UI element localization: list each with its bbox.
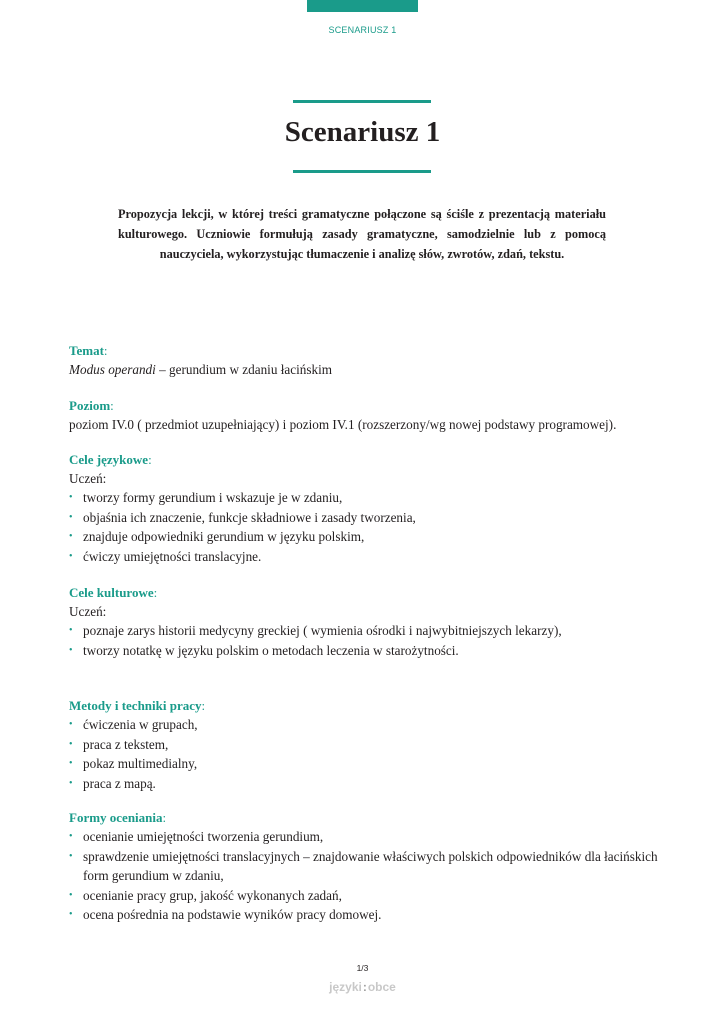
metody-list bbox=[69, 715, 669, 793]
list-item bbox=[69, 886, 669, 906]
poziom-heading: Poziom: bbox=[69, 398, 114, 413]
list-item bbox=[69, 508, 669, 528]
list-item bbox=[69, 847, 669, 886]
formy-list bbox=[69, 827, 669, 925]
list-item bbox=[69, 774, 669, 794]
metody-heading: Metody i techniki pracy: bbox=[69, 698, 206, 713]
bullet-icon: • bbox=[69, 889, 73, 901]
list-item-text: pokaz multimedialny, bbox=[83, 756, 198, 771]
cele-kulturowe-heading-text: Cele kulturowe bbox=[69, 585, 154, 600]
temat-heading: Temat: bbox=[69, 343, 108, 358]
logo-right: obce bbox=[367, 980, 396, 994]
logo-left: języki bbox=[329, 980, 362, 994]
running-header: SCENARIUSZ 1 bbox=[328, 25, 397, 35]
list-item-text: poznaje zarys historii medycyny greckiej ( wymienia ośrodki i najwybitniejszych lekarzy), bbox=[83, 623, 562, 638]
list-item bbox=[69, 488, 669, 508]
page-title: Scenariusz 1 bbox=[284, 116, 441, 148]
cele-jezykowe-heading-text: Cele językowe bbox=[69, 452, 149, 467]
cele-kulturowe-heading: Cele kulturowe: bbox=[69, 585, 158, 600]
cele-jezykowe-lead: Uczeń: bbox=[69, 471, 107, 486]
list-item bbox=[69, 715, 669, 735]
bullet-icon: • bbox=[69, 511, 73, 523]
temat-italic: Modus operandi bbox=[69, 362, 156, 377]
cele-kulturowe-list bbox=[69, 621, 669, 660]
section-metody bbox=[69, 697, 669, 793]
list-item-text: ocenianie pracy grup, jakość wykonanych zadań, bbox=[83, 887, 342, 903]
list-item bbox=[69, 754, 669, 774]
bullet-icon: • bbox=[69, 850, 73, 862]
section-temat bbox=[69, 342, 669, 379]
cele-jezykowe-list bbox=[69, 488, 669, 566]
publisher-logo bbox=[0, 980, 725, 994]
bullet-icon: • bbox=[69, 719, 73, 730]
list-item bbox=[69, 547, 669, 567]
section-cele-jezykowe bbox=[69, 451, 669, 566]
logo-separator: : bbox=[362, 980, 367, 994]
list-item bbox=[69, 641, 669, 661]
list-item-text: znajduje odpowiedniki gerundium w języku polskim, bbox=[83, 529, 365, 544]
bullet-icon: • bbox=[69, 831, 73, 842]
cele-kulturowe-lead: Uczeń: bbox=[69, 604, 107, 619]
list-item-text: sprawdzenie umiejętności translacyjnych – znajdowanie właściwych polskich odpowiedników dla łacińskich bbox=[83, 848, 658, 864]
bullet-icon: • bbox=[69, 644, 73, 656]
list-item bbox=[69, 827, 669, 847]
bullet-icon: • bbox=[69, 909, 73, 920]
list-item-text: ćwiczy umiejętności translacyjne. bbox=[83, 548, 262, 564]
section-cele-kulturowe bbox=[69, 584, 669, 660]
list-item-text: praca z tekstem, bbox=[83, 736, 169, 752]
list-item bbox=[69, 621, 669, 641]
list-item bbox=[69, 905, 669, 925]
bullet-icon: • bbox=[69, 738, 73, 750]
list-item-text-continued: form gerundium w zdaniu, bbox=[83, 868, 224, 883]
title-rule-top bbox=[293, 100, 431, 103]
list-item-text: ćwiczenia w grupach, bbox=[83, 717, 198, 732]
poziom-heading-text: Poziom bbox=[69, 398, 111, 413]
title-rule-bottom bbox=[293, 170, 431, 173]
list-item-text: tworzy formy gerundium i wskazuje je w zdaniu, bbox=[83, 490, 343, 505]
temat-heading-text: Temat bbox=[69, 343, 104, 358]
bullet-icon: • bbox=[69, 531, 73, 542]
cele-jezykowe-heading: Cele językowe: bbox=[69, 452, 152, 467]
metody-heading-text: Metody i techniki pracy bbox=[69, 698, 202, 713]
section-formy bbox=[69, 809, 669, 925]
list-item bbox=[69, 735, 669, 755]
bullet-icon: • bbox=[69, 758, 73, 769]
list-item bbox=[69, 527, 669, 547]
formy-heading-text: Formy oceniania bbox=[69, 810, 163, 825]
bullet-icon: • bbox=[69, 492, 73, 503]
page-number: 1/3 bbox=[356, 963, 369, 973]
formy-heading: Formy oceniania: bbox=[69, 810, 167, 825]
list-item-text: tworzy notatkę w języku polskim o metodach leczenia w starożytności. bbox=[83, 642, 459, 658]
section-poziom bbox=[69, 397, 669, 434]
bullet-icon: • bbox=[69, 625, 73, 636]
bullet-icon: • bbox=[69, 550, 73, 562]
list-item-text: praca z mapą. bbox=[83, 775, 156, 791]
list-item-text: ocenianie umiejętności tworzenia gerundium, bbox=[83, 829, 324, 844]
temat-text bbox=[69, 360, 669, 379]
top-accent-bar bbox=[307, 0, 418, 12]
temat-rest: – gerundium w zdaniu łacińskim bbox=[155, 362, 332, 377]
poziom-text: poziom IV.0 ( przedmiot uzupełniający) i poziom IV.1 (rozszerzony/wg nowej podstawy programowej). bbox=[69, 417, 617, 432]
bullet-icon: • bbox=[69, 777, 73, 789]
list-item-text: ocena pośrednia na podstawie wyników pracy domowej. bbox=[83, 907, 382, 922]
list-item-text: objaśnia ich znaczenie, funkcje składniowe i zasady tworzenia, bbox=[83, 509, 416, 525]
intro-paragraph: Propozycja lekcji, w której treści gramatyczne połączone są ściśle z prezentacją materiału kulturowego. Uczniowie formułują zasady gramatyczne, samodzielnie lub z pomocą nauczyciela, wykorzystując tłumaczenie i analizę słów, zwrotów, zdań, tekstu. bbox=[118, 207, 606, 261]
